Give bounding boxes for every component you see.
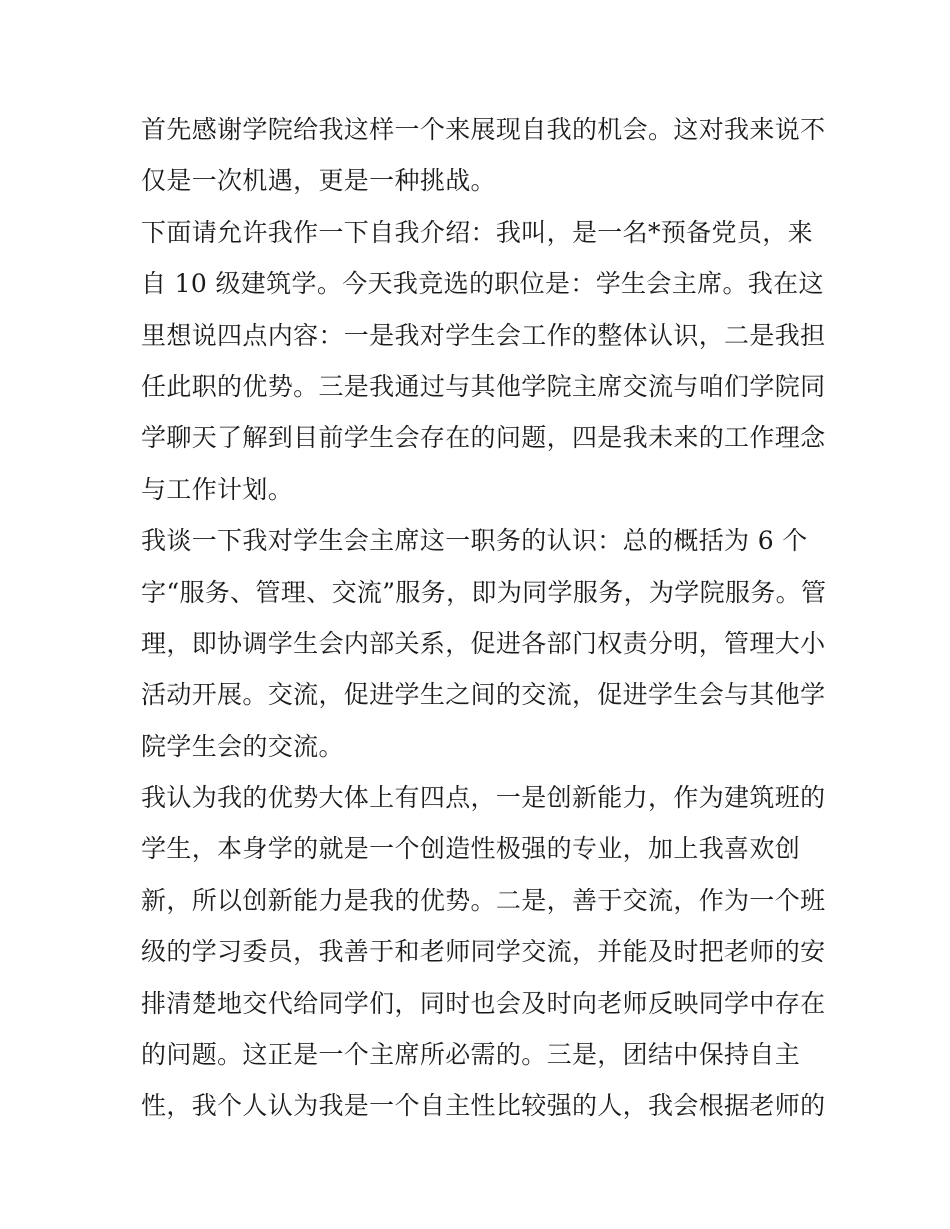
text-line: 下面请允许我作一下自我介绍：我叫，是一名*预备党员，来 xyxy=(141,217,813,247)
document-body xyxy=(141,104,827,1132)
paragraph-intro-thanks xyxy=(141,104,826,207)
text-line: 院学生会的交流。 xyxy=(141,731,344,761)
text-line: 活动开展。交流，促进学生之间的交流，促进学生会与其他学 xyxy=(141,680,826,710)
text-line: 学生，本身学的就是一个创造性极强的专业，加上我喜欢创 xyxy=(141,834,801,864)
paragraph-advantages xyxy=(141,772,826,1132)
paragraph-self-introduction xyxy=(141,207,826,515)
text-line: 里想说四点内容：一是我对学生会工作的整体认识，二是我担 xyxy=(141,320,826,350)
text-line: 级的学习委员，我善于和老师同学交流，并能及时把老师的安 xyxy=(141,937,826,967)
text-line: 理，即协调学生会内部关系，促进各部门权责分明，管理大小 xyxy=(141,628,826,658)
text-line: 我谈一下我对学生会主席这一职务的认识：总的概括为 6 个 xyxy=(141,526,808,556)
text-line: 仅是一次机遇，更是一种挑战。 xyxy=(141,166,496,196)
text-line: 任此职的优势。三是我通过与其他学院主席交流与咱们学院同 xyxy=(141,371,826,401)
text-line: 首先感谢学院给我这样一个来展现自我的机会。这对我来说不 xyxy=(141,115,826,144)
text-line: 的问题。这正是一个主席所必需的。三是，团结中保持自主 xyxy=(141,1040,801,1070)
text-line: 性，我个人认为我是一个自主性比较强的人，我会根据老师的 xyxy=(141,1091,826,1121)
text-line: 我认为我的优势大体上有四点，一是创新能力，作为建筑班的 xyxy=(141,783,826,813)
paragraph-role-understanding xyxy=(141,515,827,772)
text-line: 学聊天了解到目前学生会存在的问题，四是我未来的工作理念 xyxy=(141,423,826,453)
text-line: 排清楚地交代给同学们，同时也会及时向老师反映同学中存在 xyxy=(141,988,826,1018)
text-line: 新，所以创新能力是我的优势。二是，善于交流，作为一个班 xyxy=(141,885,826,915)
text-line: 字“服务、管理、交流”服务，即为同学服务，为学院服务。管 xyxy=(141,577,827,607)
text-line: 与工作计划。 xyxy=(141,474,294,504)
text-line: 自 10 级建筑学。今天我竞选的职位是：学生会主席。我在这 xyxy=(141,269,824,299)
